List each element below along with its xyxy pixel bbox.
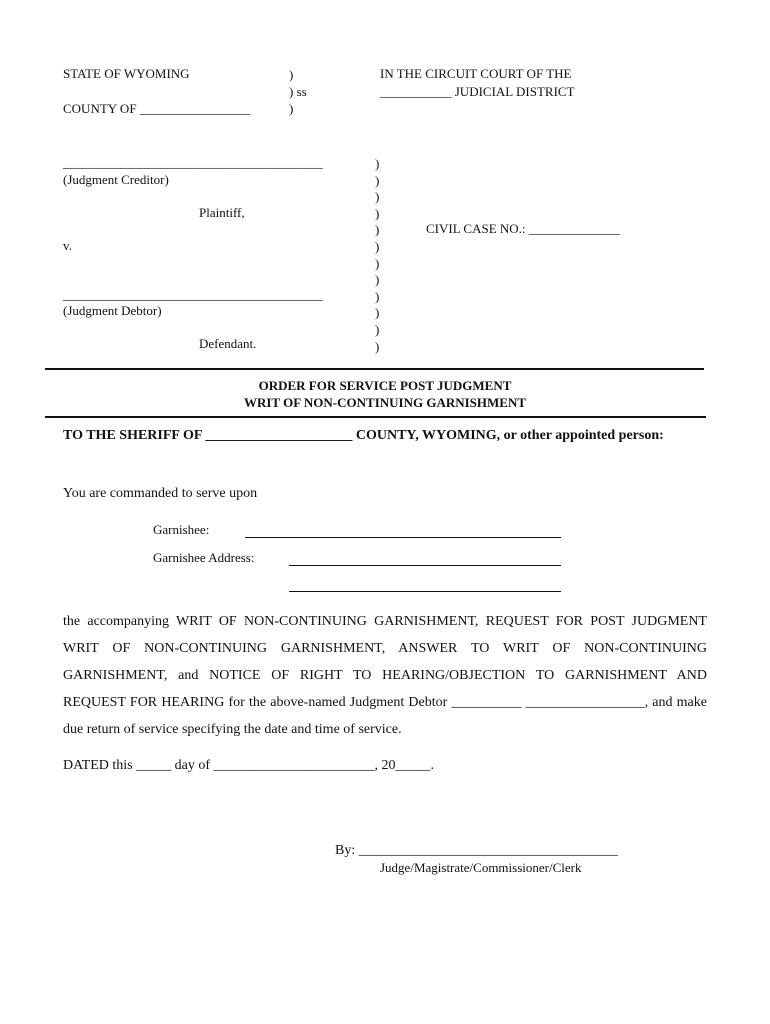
garnishee-address-field-1[interactable]	[289, 565, 561, 566]
case-paren: )	[375, 305, 380, 321]
title-bottom-rule	[45, 416, 706, 418]
venue-parens	[289, 66, 307, 117]
defendant-label: Defendant.	[199, 336, 257, 351]
venue-paren: ) ss	[289, 84, 307, 99]
civil-case-number: CIVIL CASE NO.: ______________	[426, 221, 620, 236]
dated-line: DATED this _____ day of _______________________, 20_____.	[63, 758, 434, 773]
garnishee-label: Garnishee:	[153, 522, 210, 537]
case-paren: )	[375, 172, 380, 188]
versus: v.	[63, 238, 72, 253]
case-paren: )	[375, 205, 380, 221]
title-line-2: WRIT OF NON-CONTINUING GARNISHMENT	[243, 395, 527, 410]
case-paren: )	[375, 338, 380, 354]
debtor-blank: ________________________________________	[63, 287, 323, 302]
signature-by-line: By: _____________________________________	[335, 843, 618, 858]
case-paren: )	[375, 321, 380, 337]
creditor-blank: ________________________________________	[63, 155, 323, 170]
title-top-rule	[45, 368, 704, 370]
court-line-2: ___________ JUDICIAL DISTRICT	[380, 84, 575, 99]
case-paren: )	[375, 255, 380, 271]
state-line: STATE OF WYOMING	[63, 66, 190, 81]
garnishee-field[interactable]	[245, 537, 561, 538]
debtor-label: (Judgment Debtor)	[63, 303, 162, 318]
case-paren: )	[375, 272, 380, 288]
title-line-1: ORDER FOR SERVICE POST JUDGMENT	[258, 378, 512, 393]
garnishee-address-field-2[interactable]	[289, 591, 561, 592]
county-line: COUNTY OF _________________	[63, 101, 251, 116]
case-paren: )	[375, 238, 380, 254]
venue-paren: )	[289, 67, 294, 82]
case-paren: )	[375, 189, 380, 205]
venue-paren: )	[289, 101, 294, 116]
garnishee-address-label: Garnishee Address:	[153, 550, 255, 565]
case-parens	[375, 156, 379, 355]
case-paren: )	[375, 288, 380, 304]
commanded-text: You are commanded to serve upon	[63, 486, 258, 501]
service-paragraph: the accompanying WRIT OF NON-CONTINUING GARNISHMENT, REQUEST FOR POST JUDGMENT WRIT OF NON-CONTINUING GARNISHMENT, ANSWER TO WRIT OF NON-CONTINUING GARNISHMENT, and NOTICE OF RIGHT TO HEARING/OBJECTION TO GARNISHMENT AND REQUEST FOR HEARING for the above-named Judgment Debtor __________ _________________, and make due return of service specifying the date and time of service.	[63, 614, 707, 737]
plaintiff-label: Plaintiff,	[199, 205, 245, 220]
case-paren: )	[375, 156, 380, 171]
case-paren: )	[375, 222, 380, 238]
creditor-label: (Judgment Creditor)	[63, 172, 169, 187]
signature-role: Judge/Magistrate/Commissioner/Clerk	[380, 860, 582, 875]
court-line-1: IN THE CIRCUIT COURT OF THE	[380, 66, 572, 81]
sheriff-line: TO THE SHERIFF OF _____________________ COUNTY, WYOMING, or other appointed person:	[63, 428, 664, 443]
